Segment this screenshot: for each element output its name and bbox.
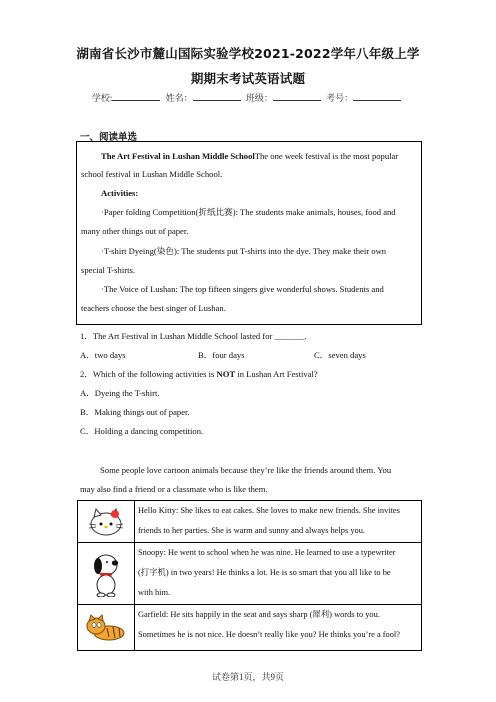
passage2-intro-a: Some people love cartoon animals because they’re like the friends around them. You [100, 465, 392, 475]
q2-option-c[interactable]: C．Holding a dancing competition. [80, 426, 204, 436]
activity2-line2: special T-shirts. [81, 265, 135, 275]
exam-number-label: 考号： [326, 93, 354, 103]
exam-number-blank[interactable] [353, 91, 401, 101]
passage1-intro-a: The one week festival is the most popular [254, 151, 399, 161]
garfield-line1: Garfield: He sits happily in the seat and says sharp (犀利) words to you. [138, 610, 380, 619]
page-footer: 试卷第1页，共9页 [211, 672, 284, 682]
row-text-cell [135, 605, 422, 651]
q2-option-a[interactable]: A．Dyeing the T-shirt. [80, 388, 160, 398]
school-blank[interactable] [112, 91, 160, 101]
activities-label: Activities: [101, 188, 139, 198]
class-label: 班级： [245, 93, 273, 103]
row-image-cell [78, 543, 135, 605]
activity3-line1: ·The Voice of Lushan: The top fifteen singers give wonderful shows. Students and [101, 284, 384, 294]
q2-option-b[interactable]: B．Making things out of paper. [80, 407, 190, 417]
q1-option-c[interactable]: C．seven days [314, 350, 366, 360]
garfield-line2: Sometimes he is not nice. He doesn’t really like you? He thinks you’re a fool? [138, 630, 400, 639]
question1-stem: 1．The Art Festival in Lushan Middle School lasted for _______. [80, 331, 307, 341]
hello-kitty-icon [86, 507, 126, 537]
school-label: 学校: [91, 93, 113, 103]
q2-stem-post: in Lushan Art Festival? [235, 369, 318, 379]
row-image-cell [78, 605, 135, 651]
passage1-box [76, 141, 422, 325]
q1-option-a[interactable]: A．two days [80, 350, 126, 360]
q1-option-b[interactable]: B．four days [198, 350, 245, 360]
cartoon-character-table [77, 500, 422, 651]
table-row [78, 543, 422, 605]
garfield-icon [85, 613, 127, 643]
row-text-cell [135, 543, 422, 605]
passage1-title: The Art Festival in Lushan Middle School [101, 151, 255, 161]
name-label: 姓名： [165, 93, 193, 103]
passage1-intro-b: school festival in Lushan Middle School. [81, 169, 223, 179]
exam-title-line1: 湖南省长沙市麓山国际实验学校2021-2022学年八年级上学 [76, 46, 420, 61]
q2-stem-pre: 2．Which of the following activities is [80, 369, 217, 379]
activity1-line2: many other things out of paper. [81, 226, 189, 236]
section-heading: 一、阅读单选 [80, 132, 138, 143]
activity3-line2: teachers choose the best singer of Lushan. [81, 303, 226, 313]
exam-title-line2: 期期末考试英语试题 [190, 71, 306, 86]
snoopy-icon [89, 551, 123, 597]
student-info-row [0, 91, 496, 104]
activity1-line1: ·Paper folding Competition(折纸比赛): The students make animals, houses, food and [101, 207, 396, 217]
q2-stem-emphasis: NOT [216, 369, 236, 379]
snoopy-line2: (打字机) in two years! He thinks a lot. He is so smart that you all like to be [138, 568, 391, 577]
class-blank[interactable] [273, 91, 321, 101]
question2-stem [80, 368, 318, 380]
name-blank[interactable] [193, 91, 241, 101]
passage1-title-line [101, 151, 398, 162]
snoopy-line1: Snoopy: He went to school when he was nine. He learned to use a typewriter [138, 548, 396, 557]
hello-kitty-line1: Hello Kitty: She likes to eat cakes. She loves to make new friends. She invites [138, 506, 400, 515]
table-row [78, 501, 422, 543]
hello-kitty-line2: friends to her parties. She is warm and sunny and always helps you. [138, 526, 366, 535]
table-row [78, 605, 422, 651]
passage2-intro-b: may also find a friend or a classmate who is like them. [80, 484, 268, 494]
activity2-line1: ·T-shirt Dyeing(染色): The students put T-shirts into the dye. They make their own [101, 246, 387, 256]
row-image-cell [78, 501, 135, 543]
row-text-cell [135, 501, 422, 543]
snoopy-line3: with him. [138, 588, 171, 597]
